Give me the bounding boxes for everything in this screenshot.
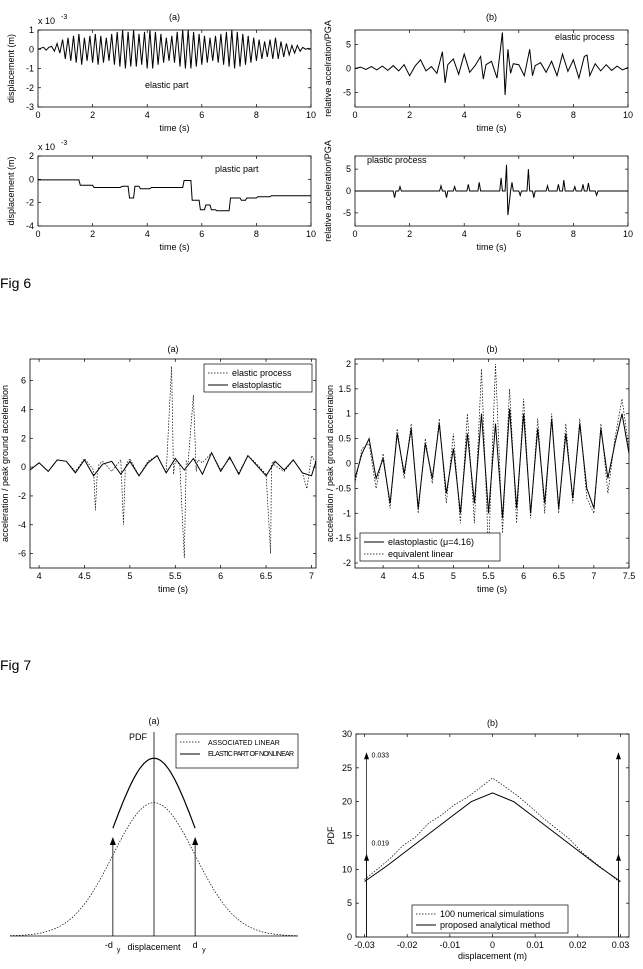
fig5a-top-series-line-0 (38, 30, 311, 69)
fig5b-top-ytick-label: 0 (345, 63, 351, 74)
fig6b-series-line-1 (355, 364, 629, 553)
fig6b-ytick-label: -2 (342, 558, 351, 569)
fig7a-chart (10, 716, 298, 954)
figure-label-fig7: Fig 7 (0, 657, 32, 673)
fig6a-xtick-label: 6.5 (259, 571, 273, 581)
fig5b-bottom-xtick-label: 2 (407, 229, 413, 239)
fig7b-xtick-label: 0.01 (526, 940, 544, 950)
fig5b-top-xlabel: time (s) (476, 123, 507, 133)
fig7b-xtick-label: -0.03 (354, 940, 375, 950)
fig7b-xtick-label: 0.02 (569, 940, 587, 950)
fig5b-bottom-ylabel: relative acceleration/PGA (323, 140, 333, 242)
fig6b-title: (b) (486, 344, 498, 354)
fig6a-ytick-label: -6 (17, 548, 26, 559)
fig5b-bottom-ytick-label: 5 (345, 164, 351, 175)
fig6a-xtick-label: 4.5 (78, 571, 91, 581)
fig5a-bottom-annotation: plastic part (215, 164, 259, 174)
fig5a-top-xtick-label: 8 (253, 110, 259, 120)
fig7b-ytick-label: 30 (341, 729, 352, 739)
fig5a-bottom-ytick-label: 2 (28, 151, 34, 161)
fig7b-series-line-0 (365, 793, 621, 882)
fig5a-top-ytick-label: -2 (25, 82, 34, 93)
fig5a-top-exponent-label: x 10 (38, 16, 56, 26)
fig5b-top-ytick-label: -5 (342, 87, 351, 98)
fig6a-xtick-label: 6 (218, 571, 224, 581)
fig5b-bottom-annotation: plastic process (367, 155, 427, 165)
fig5a-top-xtick-label: 2 (90, 110, 96, 120)
fig5a-bottom-exponent-label: x 10 (38, 142, 56, 152)
fig7b-annotation-0: 0.033 (371, 752, 390, 760)
fig5b-bottom-series-line-0 (355, 165, 628, 215)
fig7a-dy-right-label: d (192, 940, 198, 950)
fig7b-xlabel: displacement (m) (457, 951, 528, 961)
fig5a-bottom-frame (38, 156, 311, 226)
fig6a-ytick-label: -4 (17, 519, 26, 530)
fig6b-xtick-label: 4.5 (411, 571, 425, 581)
fig5a-bottom-xtick-label: 10 (305, 229, 317, 239)
fig7a-dy-right-sub: y (202, 947, 206, 954)
fig5a-top-ytick-label: 1 (28, 25, 34, 35)
fig7a-title: (a) (148, 716, 160, 726)
fig6b-xtick-label: 5.5 (482, 571, 495, 581)
fig5a-bottom-ylabel: displacement (m) (6, 156, 16, 226)
fig5a-top-xtick-label: 4 (144, 110, 150, 120)
fig6b-xtick-label: 7 (591, 571, 597, 581)
fig7b-legend-label-1: proposed analytical method (440, 920, 551, 930)
fig5a-bottom-xlabel: time (s) (159, 242, 190, 252)
fig5a-bottom-exponent-power: -3 (61, 140, 68, 147)
fig7a-legend-label-0: ASSOCIATED LINEAR (208, 740, 280, 747)
fig6b-ylabel: acceleration / peak ground acceleration (325, 384, 335, 543)
fig6b-ytick-label: 2 (345, 358, 351, 369)
fig6a-ytick-label: 2 (20, 433, 26, 444)
fig5a-top-xtick-label: 0 (35, 110, 41, 120)
fig6a-ytick-label: 6 (20, 375, 26, 386)
fig7b-xtick-label: -0.02 (396, 940, 418, 950)
fig5a-bottom-xtick-label: 6 (199, 229, 205, 239)
fig5b-top-title: (b) (486, 12, 497, 22)
fig5b-top-chart (323, 12, 633, 133)
fig7a-dy-left-label: -d (104, 940, 113, 950)
fig5a-top-ylabel: displacement (m) (6, 33, 16, 104)
fig6b-ytick-label: 0 (345, 458, 351, 469)
fig6b-ytick-label: 1 (345, 408, 351, 419)
fig5a-bottom-xtick-label: 8 (253, 229, 259, 239)
fig6b-ytick-label: -1.5 (335, 533, 351, 544)
fig7b-ylabel: PDF (326, 826, 336, 845)
fig5b-top-xtick-label: 10 (622, 110, 634, 120)
fig7b-title: (b) (487, 718, 498, 728)
fig5b-bottom-chart (323, 140, 633, 252)
fig6b-ytick-label: -1 (342, 508, 351, 519)
fig7b-annotation-1: 0.019 (371, 840, 390, 848)
fig7a-dy-arrowhead-0 (110, 837, 116, 845)
fig5a-bottom-ytick-label: -2 (25, 197, 34, 208)
fig7b-ytick-label: 25 (341, 762, 352, 773)
fig5a-top-chart (6, 12, 316, 133)
fig6a-xtick-label: 5.5 (169, 571, 182, 581)
fig5b-bottom-xtick-label: 6 (516, 229, 522, 239)
fig5a-bottom-xtick-label: 2 (90, 229, 96, 239)
fig5b-bottom-xtick-label: 0 (352, 229, 358, 239)
fig5b-top-xtick-label: 8 (570, 110, 576, 120)
fig5b-top-xtick-label: 4 (461, 110, 467, 120)
fig7a-legend-label-1: ELASTIC PART OF NONLINEAR (208, 751, 294, 758)
fig6a-xlabel: time (s) (158, 584, 188, 594)
fig7b-ytick-label: 5 (346, 898, 352, 909)
fig7a-xlabel: displacement (127, 942, 181, 952)
fig7a-ylabel: PDF (129, 732, 147, 742)
fig6b-xtick-label: 4 (380, 571, 386, 581)
fig7b-series-line-1 (365, 778, 621, 883)
fig5b-top-xtick-label: 2 (407, 110, 413, 120)
fig5b-bottom-ytick-label: 0 (345, 186, 351, 196)
fig5a-bottom-ytick-label: 0 (28, 174, 34, 185)
fig5b-bottom-xlabel: time (s) (476, 242, 507, 252)
fig7b-end-arrowhead-3 (616, 854, 621, 861)
fig6a-xtick-label: 5 (127, 571, 133, 581)
fig6b-legend-label-0: elastoplastic (μ=4.16) (388, 537, 474, 547)
fig6a-chart (0, 344, 316, 594)
fig7b-chart (326, 718, 629, 961)
fig6a-xtick-label: 4 (36, 571, 42, 581)
fig7b-end-arrowhead-1 (364, 854, 369, 861)
fig6b-ytick-label: 0.5 (338, 433, 351, 444)
fig5b-bottom-xtick-label: 4 (461, 229, 467, 239)
fig7b-legend-label-0: 100 numerical simulations (440, 909, 545, 919)
fig5b-top-ytick-label: 5 (345, 39, 351, 50)
fig5a-top-ytick-label: -1 (25, 63, 34, 74)
fig6b-xtick-label: 5 (450, 571, 456, 581)
fig5a-bottom-xtick-label: 4 (144, 229, 150, 239)
fig6b-legend-label-1: equivalent linear (388, 549, 454, 559)
fig7b-xtick-label: 0 (489, 940, 496, 950)
fig6a-legend-label-1: elastoplastic (232, 380, 282, 390)
fig5b-bottom-ytick-label: -5 (342, 207, 351, 218)
fig5a-bottom-series-line-0 (38, 180, 311, 211)
fig6a-ytick-label: 4 (20, 404, 26, 415)
fig6a-ylabel: acceleration / peak ground acceleration (0, 384, 10, 543)
fig5b-top-ylabel: relative accelration/PGA (323, 20, 333, 117)
fig6a-ytick-label: 0 (20, 462, 26, 473)
fig5a-bottom-xtick-label: 0 (35, 229, 41, 239)
fig7b-ytick-label: 15 (341, 830, 352, 841)
fig5a-top-title: (a) (169, 12, 180, 22)
fig5a-bottom-ytick-label: -4 (25, 221, 34, 231)
fig7b-ytick-label: 0 (346, 932, 352, 942)
fig6b-xlabel: time (s) (477, 584, 507, 594)
fig7b-xtick-label: 0.03 (611, 940, 630, 950)
fig6a-legend-label-0: elastic process (232, 368, 292, 378)
fig7a-dy-left-sub: y (116, 947, 121, 954)
fig6b-chart (325, 344, 635, 594)
fig5a-top-xlabel: time (s) (159, 123, 190, 133)
fig5b-bottom-xtick-label: 10 (622, 229, 634, 239)
fig6b-xtick-label: 6 (521, 571, 527, 581)
fig5a-top-xtick-label: 10 (305, 110, 317, 120)
fig6b-xtick-label: 6.5 (552, 571, 566, 581)
fig7b-xtick-label: -0.01 (439, 940, 461, 950)
fig6b-ytick-label: -0.5 (335, 483, 351, 494)
fig6b-xtick-label: 7.5 (622, 571, 636, 581)
fig6b-ytick-label: 1.5 (338, 383, 351, 394)
fig5b-bottom-xtick-label: 8 (570, 229, 576, 239)
fig5a-top-xtick-label: 6 (199, 110, 205, 120)
fig5a-top-exponent-power: -3 (61, 14, 68, 21)
fig7b-ytick-label: 10 (341, 864, 352, 875)
fig5b-top-xtick-label: 0 (352, 110, 358, 120)
fig7a-dy-arrowhead-1 (192, 837, 198, 845)
figure-label-fig6: Fig 6 (0, 275, 32, 291)
fig7b-ytick-label: 20 (341, 796, 352, 807)
fig7b-end-arrowhead-0 (364, 752, 369, 759)
fig5a-top-annotation: elastic part (145, 80, 189, 90)
fig5b-top-xtick-label: 6 (516, 110, 522, 120)
fig6a-xtick-label: 7 (308, 571, 314, 581)
fig6a-ytick-label: -2 (17, 490, 26, 501)
fig5a-top-ytick-label: 0 (28, 44, 34, 55)
fig7b-end-arrowhead-2 (616, 752, 621, 759)
fig5b-top-annotation: elastic process (555, 32, 615, 42)
fig6a-title: (a) (167, 344, 179, 354)
fig5a-bottom-chart (6, 140, 316, 252)
fig5a-top-ytick-label: -3 (25, 102, 34, 112)
